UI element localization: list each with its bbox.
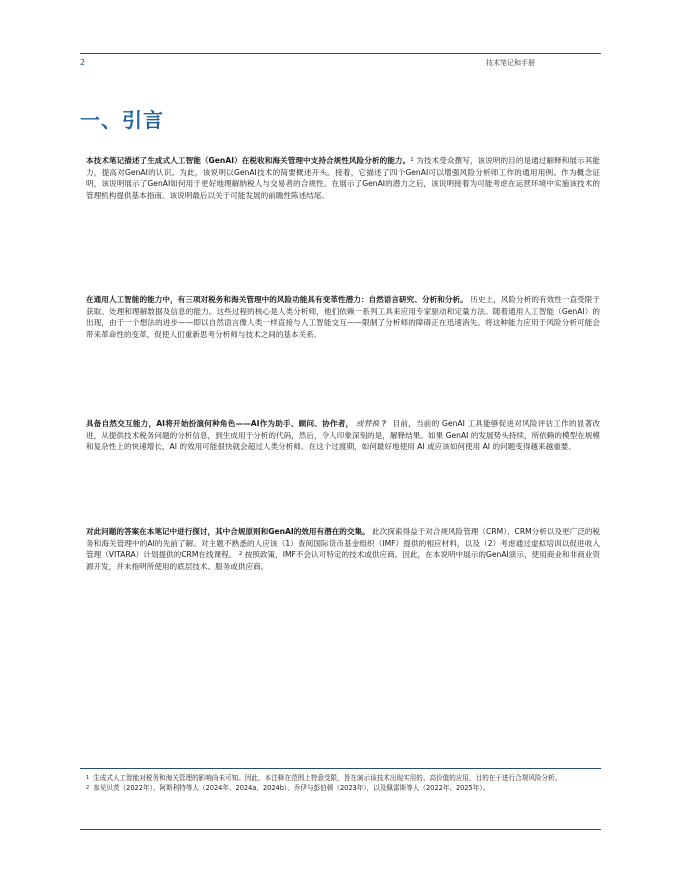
paragraph-body: 为技术受众撰写，该说明的目的是通过解释和展示其能力，提高对GenAI的认识。为此，该说明以GenAI技术的简要概述开头。接着，它描述了四个GenAI可以增强风险分析师工作的通用用例。作为概念证明，该说明展示了GenAI如何用于更好地理解纳税人与交易者的合规性。在展示了GenAI的潜力之后，该说明接着为可能考虑在运营环境中实施该技术的管理机构提供基本指南。该说明最后以关于可能发展的前瞻性陈述结尾。 (86, 156, 600, 200)
paragraph-intro (86, 155, 600, 201)
paragraph-lead: 本技术笔记描述了生成式人工智能（GenAI）在税收和海关管理中支持合规性风险分析的能力。 (86, 156, 411, 165)
paragraph-approach (86, 526, 600, 572)
footnote (86, 783, 600, 793)
paragraph-italic-term: 或替换 (355, 419, 380, 428)
paragraph-lead: 具备自然交互能力，AI将开始扮演何种角色——AI作为助手、顾问、协作者， (86, 419, 354, 428)
paragraph-body: 目前，当前的 GenAI 工具能够促进对风险评估工作的显著改进，从提供技术税务问题的分析信息，到生成用于分析的代码，然后，令人印象深刻的是，解释结果。如果 GenAI 的发展势头持续，所依赖的模型在规模和复杂性上的快速增长，AI 的效用可能很快就会超过人类分析师。在这个过渡期，如何最好地使用 AI 或应该如何使用 AI 的问题变得越来越重要。 (86, 419, 601, 452)
footnote-number: 1 (86, 775, 90, 781)
running-title: 技术笔记和手册 (486, 59, 535, 67)
footnote-ref[interactable]: 1 (410, 157, 414, 163)
question-mark: ？ (382, 419, 390, 428)
footnotes (86, 773, 600, 794)
section-title: 一、引言 (80, 108, 164, 132)
footnote-ref[interactable]: 2 (238, 551, 243, 558)
page-number: 2 (80, 58, 86, 67)
paragraph-capabilities (86, 294, 600, 340)
footnote-number: 2 (86, 785, 90, 792)
paragraph-body: 此次探索得益于对合规风险管理（CRM）、CRM分析以及更广泛的税务和海关管理中的AI的先前了解。对主题不熟悉的人应该（1）查阅国际货币基金组织（IMF）提供的相应材料，以及（2）考虑通过虚拟培训以促进收入管理（VITARA）计划提供的CRM在线课程。 (86, 527, 601, 560)
paragraph-lead: 对此问题的答案在本笔记中进行探讨，其中合规原则和GenAI的效用有潜在的交集。 (86, 527, 370, 536)
paragraph-body: 历史上，风险分析的有效性一直受限于获取、处理和理解数据及信息的能力。这些过程的核心是人类分析师，他们依赖一系列工具来应用专家驱动和定量方法。随着通用人工智能（GenAI）的出现，由于一个想法的进步——即以自然语言像人类一样直接与人工智能交互——限制了分析师的障碍正在迅速消失。将这种能力应用于风险分析可能会带来革命性的变革，促使人们重新思考分析师与技术之间的基本关系。 (86, 295, 601, 339)
paragraph-body: 按照政策，IMF不会认可特定的技术或供应商。因此，在本说明中展示的GenAI演示，使用商业和非商业资源开发，并未指明所使用的底层技术、服务或供应商。 (86, 550, 600, 571)
footnote-text: 参见贝茨（2022年）、阿斯利特等人（2024年、2024a、2024b）、乔伊与彭伯顿（2023年），以及佩雷斯等人（2022年、2025年）。 (93, 784, 490, 793)
footnote (86, 773, 600, 783)
footnote-text: 生成式人工智能对税务和海关管理的影响尚未可知。因此，本注释在范围上特意受限，旨在演示该技术出现实用的、高价值的应用，目的在于进行合规风险分析。 (93, 774, 562, 782)
paragraph-roles (86, 418, 600, 453)
paragraph-lead: 在通用人工智能的能力中，有三项对税务和海关管理中的风险功能具有变革性潜力：自然语言研究、分析和分析。 (86, 295, 468, 304)
header-rule (80, 53, 601, 54)
footnote-rule (80, 768, 601, 769)
footer-rule (80, 829, 601, 830)
